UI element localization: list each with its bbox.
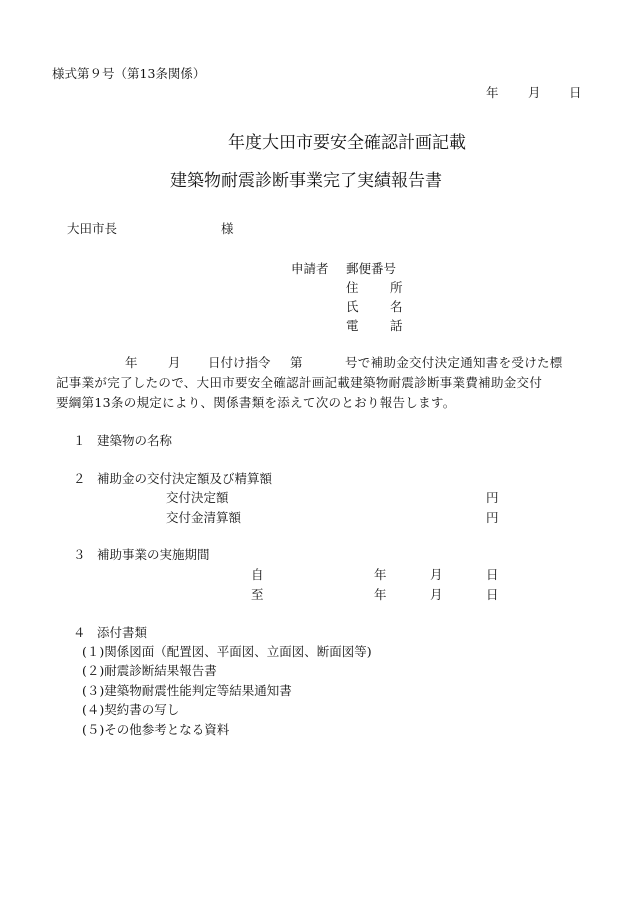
body-year: 年	[125, 355, 138, 370]
applicant-name-label-a: 氏	[346, 299, 359, 314]
section-3-number: ３	[73, 547, 86, 562]
section-2-number: ２	[73, 471, 86, 486]
date-day: 日	[569, 85, 582, 100]
period-from-label: 自	[251, 567, 264, 582]
body-number-prefix: 第	[290, 355, 303, 370]
attachment-item: (２)耐震診断結果報告書	[82, 663, 217, 678]
attachment-item: (１)関係図面（配置図、平面図、立面図、断面図等)	[82, 644, 372, 659]
period-to-label: 至	[251, 587, 264, 602]
period-to-day: 日	[486, 587, 499, 602]
date-month: 月	[528, 85, 541, 100]
period-to-month: 月	[430, 587, 443, 602]
body-line3: 要綱第13条の規定により、関係書類を添えて次のとおり報告します。	[56, 395, 456, 410]
period-to-year: 年	[374, 587, 387, 602]
settled-amount-yen: 円	[486, 510, 499, 525]
section-1-number: １	[73, 433, 86, 448]
applicant-postal-label: 郵便番号	[346, 261, 397, 276]
period-from-year: 年	[374, 567, 387, 582]
section-1-title: 建築物の名称	[97, 433, 173, 448]
applicant-address-label-b: 所	[390, 280, 403, 295]
settled-amount-label: 交付金清算額	[166, 510, 242, 525]
applicant-address-label-a: 住	[346, 280, 359, 295]
decided-amount-yen: 円	[486, 490, 499, 505]
applicant-phone-label-b: 話	[390, 318, 403, 333]
attachment-item: (４)契約書の写し	[82, 702, 180, 717]
period-from-day: 日	[486, 567, 499, 582]
attachment-item: (５)その他参考となる資料	[82, 722, 230, 737]
section-4-number: ４	[73, 625, 86, 640]
form-number: 様式第９号（第13条関係）	[52, 66, 206, 81]
body-date-order: 日付け指令	[208, 355, 271, 370]
applicant-phone-label-a: 電	[346, 318, 359, 333]
body-month: 月	[168, 355, 181, 370]
period-from-month: 月	[430, 567, 443, 582]
section-3-title: 補助事業の実施期間	[97, 547, 210, 562]
addressee-name: 大田市長	[67, 221, 118, 236]
title-line-1: 年度大田市要安全確認計画記載	[228, 133, 466, 153]
date-year: 年	[486, 85, 499, 100]
title-line-2: 建築物耐震診断事業完了実績報告書	[170, 171, 442, 191]
applicant-name-label-b: 名	[390, 299, 403, 314]
body-line2: 記事業が完了したので、大田市要安全確認計画記載建築物耐震診断事業費補助金交付	[56, 375, 543, 390]
section-2-title: 補助金の交付決定額及び精算額	[97, 471, 273, 486]
applicant-label: 申請者	[291, 261, 329, 276]
attachment-item: (３)建築物耐震性能判定等結果通知書	[82, 683, 292, 698]
section-4-title: 添付書類	[97, 625, 148, 640]
body-line1-rest: 号で補助金交付決定通知書を受けた標	[345, 355, 563, 370]
addressee-honorific: 様	[221, 221, 234, 236]
decided-amount-label: 交付決定額	[166, 490, 229, 505]
